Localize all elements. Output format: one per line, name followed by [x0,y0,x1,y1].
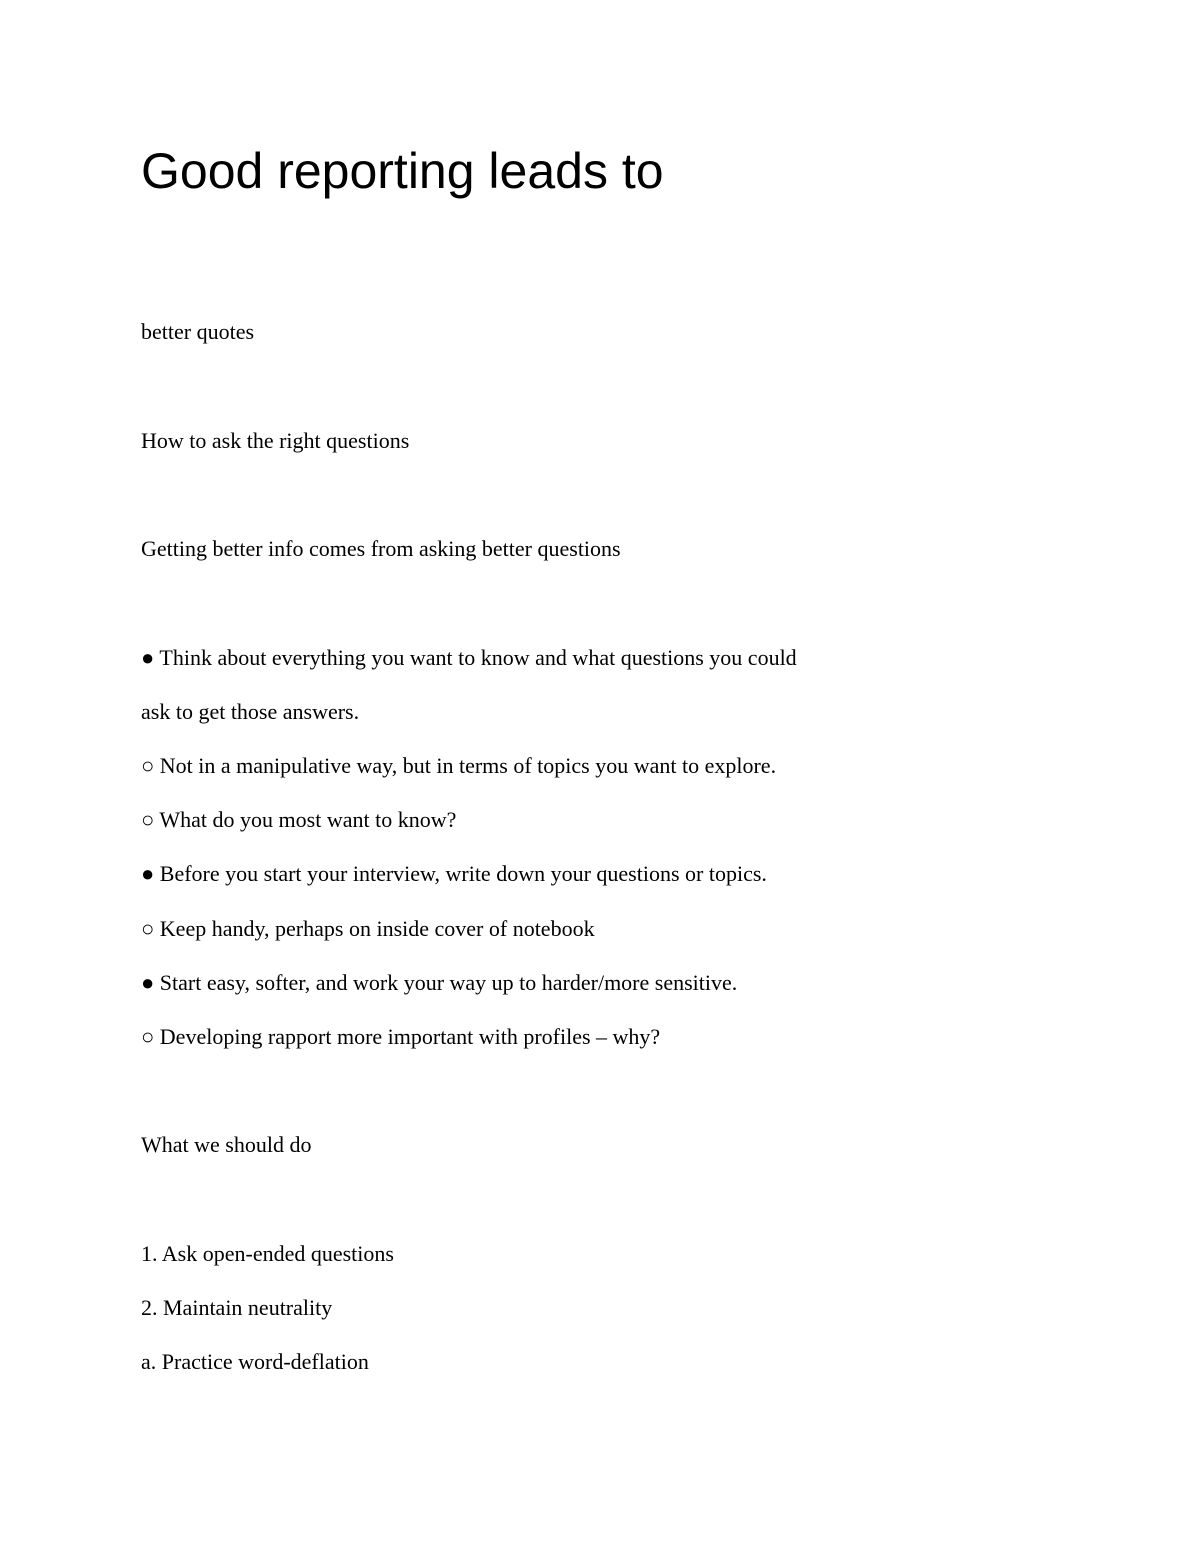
sub-bullet-item-most-want: ○ What do you most want to know? [141,807,457,832]
text-line-better-quotes: better quotes [141,319,255,344]
lettered-item-word-deflation: a. Practice word-deflation [141,1349,369,1374]
section-heading-what-we-should-do: What we should do [141,1132,312,1157]
numbered-item-neutrality: 2. Maintain neutrality [141,1295,333,1320]
page-title: Good reporting leads to [141,143,664,199]
bullet-item-start-easy: ● Start easy, softer, and work your way up to harder/more sensitive. [141,970,738,995]
bullet-item-before-interview: ● Before you start your interview, write down your questions or topics. [141,861,767,886]
text-line-better-info: Getting better info comes from asking better questions [141,536,621,561]
numbered-item-open-ended: 1. Ask open-ended questions [141,1241,394,1266]
bullet-item-think-about: ● Think about everything you want to know and what questions you could [141,645,797,670]
sub-bullet-item-rapport: ○ Developing rapport more important with profiles – why? [141,1024,661,1049]
bullet-item-continuation: ask to get those answers. [141,699,360,724]
sub-bullet-item-keep-handy: ○ Keep handy, perhaps on inside cover of notebook [141,916,595,941]
section-heading-ask-right-questions: How to ask the right questions [141,428,410,453]
sub-bullet-item-manipulative: ○ Not in a manipulative way, but in terms of topics you want to explore. [141,753,777,778]
